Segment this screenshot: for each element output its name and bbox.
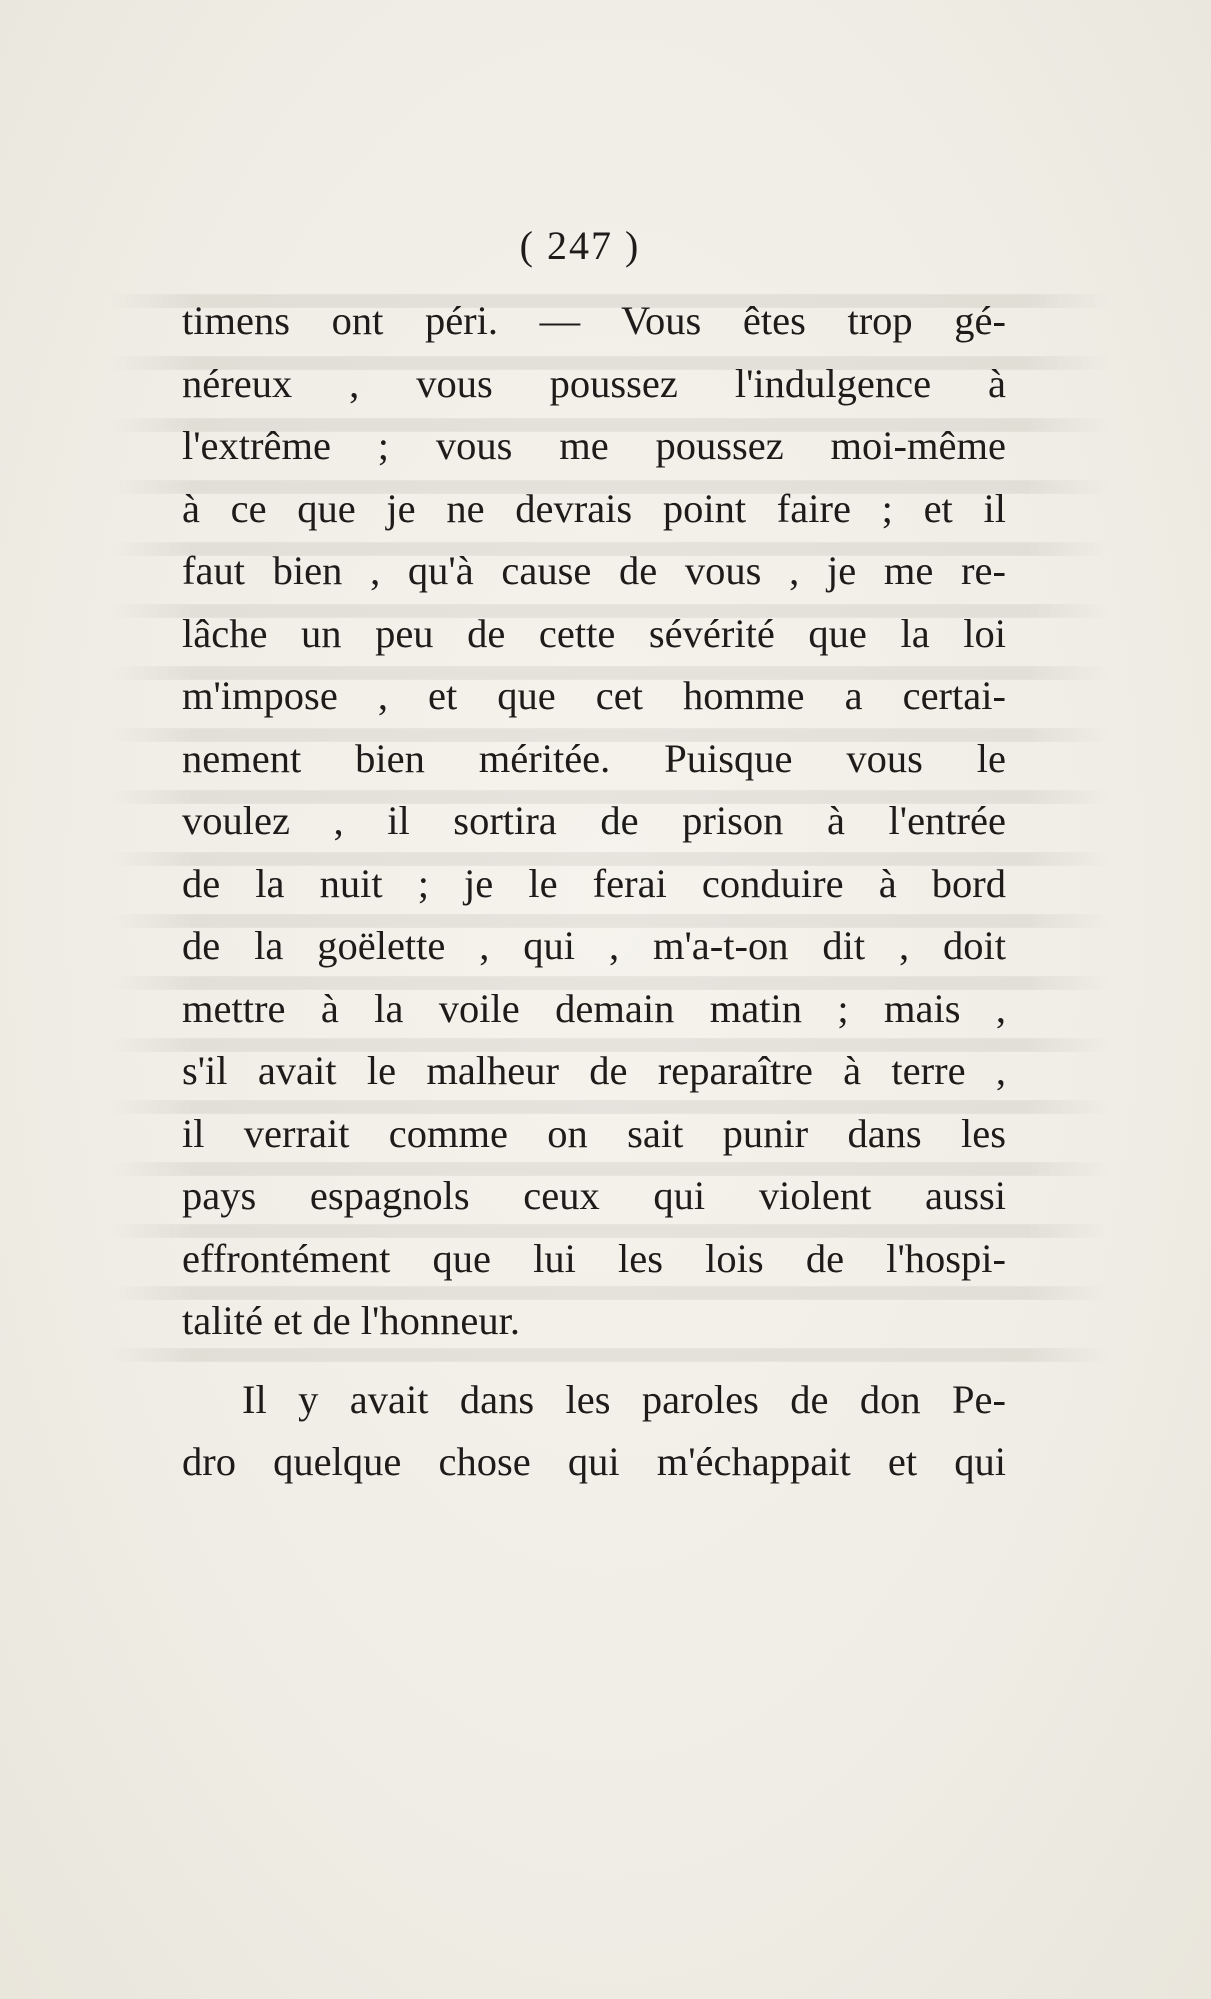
body-text xyxy=(182,290,1006,1494)
text-line: nement bien méritée. Puisque vous le xyxy=(182,735,1006,781)
text-line: de la goëlette , qui , m'a-t-on dit , doit xyxy=(182,923,1006,968)
page-number: ( 247 ) xyxy=(519,223,641,268)
paragraph xyxy=(182,290,1006,1353)
text-line: il verrait comme on sait punir dans les xyxy=(182,1110,1006,1156)
text-line: néreux , vous poussez l'indulgence à xyxy=(182,360,1006,406)
text-line: lâche un peu de cette sévérité que la loi xyxy=(182,610,1006,656)
text-line: l'extrême ; vous me poussez moi-même xyxy=(182,423,1006,468)
text-line: talité et de l'honneur. xyxy=(182,1298,520,1343)
text-line: mettre à la voile demain matin ; mais , xyxy=(182,985,1006,1031)
text-line: de la nuit ; je le ferai conduire à bord xyxy=(182,860,1006,906)
text-line: voulez , il sortira de prison à l'entrée xyxy=(182,798,1006,843)
text-line: timens ont péri. — Vous êtes trop gé- xyxy=(182,298,1006,343)
text-line: effrontément que lui les lois de l'hospi- xyxy=(182,1235,1006,1281)
text-line: Il y avait dans les paroles de don Pe- xyxy=(242,1376,1006,1422)
paragraph xyxy=(182,1369,1006,1494)
text-line: faut bien , qu'à cause de vous , je me re- xyxy=(182,548,1006,593)
text-line: pays espagnols ceux qui violent aussi xyxy=(182,1173,1006,1218)
text-line: m'impose , et que cet homme a certai- xyxy=(182,673,1006,718)
text-line: dro quelque chose qui m'échappait et qui xyxy=(182,1439,1006,1484)
text-line: s'il avait le malheur de reparaître à terre , xyxy=(182,1048,1006,1093)
text-line: à ce que je ne devrais point faire ; et il xyxy=(182,485,1006,531)
